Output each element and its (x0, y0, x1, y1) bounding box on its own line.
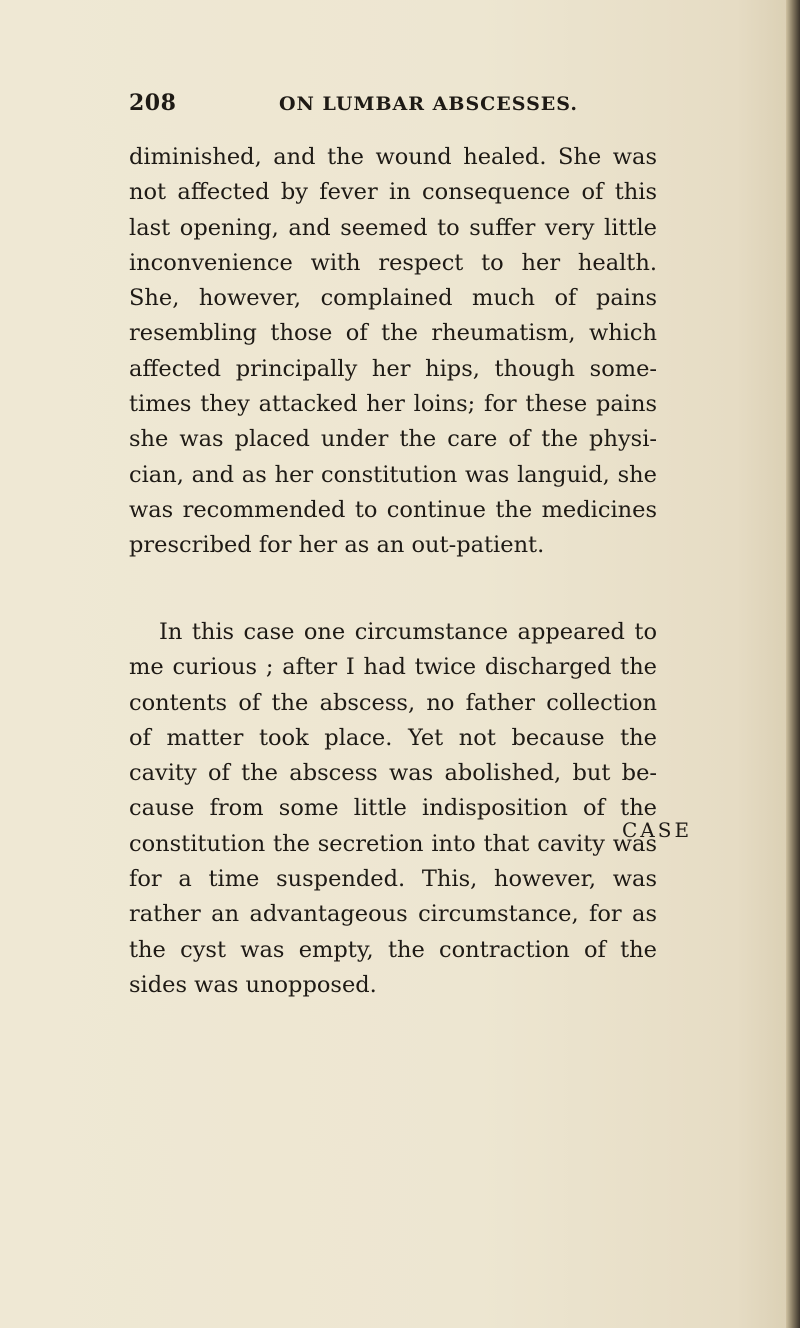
text-line: cause from some little indisposition of the (129, 795, 657, 822)
page-edge-shadow (786, 0, 800, 1328)
text-line: for a time suspended. This, however, was (129, 866, 657, 893)
text-line: was recommended to continue the medicines (129, 496, 657, 523)
text-line: sides was unopposed. (129, 971, 377, 998)
text-line: cian, and as her constitution was languid, she (129, 461, 657, 488)
text-line: prescribed for her as an out-patient. (129, 532, 545, 559)
text-line: me curious ; after I had twice discharged the (129, 654, 657, 681)
text-line: she was placed under the care of the physi- (129, 426, 657, 453)
text-line: cavity of the abscess was abolished, but be- (129, 760, 657, 787)
paragraph-1 (129, 140, 657, 564)
paragraph-2 (129, 615, 657, 1003)
text-line: of matter took place. Yet not because the (129, 724, 657, 751)
text-line: the cyst was empty, the contraction of the (129, 936, 657, 963)
running-head (129, 90, 609, 120)
text-line: last opening, and seemed to suffer very little (129, 214, 657, 241)
catchword: CASE (622, 818, 693, 842)
text-line: affected principally her hips, though some- (129, 355, 657, 382)
text-line: constitution the secretion into that cavity was (129, 830, 657, 857)
text-line: She, however, complained much of pains (129, 285, 657, 312)
page-number: 208 (129, 90, 177, 116)
text-line: diminished, and the wound healed. She was (129, 144, 657, 170)
text-line: contents of the abscess, no father collection (129, 689, 657, 716)
running-title: ON LUMBAR ABSCESSES. (279, 93, 578, 115)
text-line: rather an advantageous circumstance, for as (129, 901, 657, 928)
text-line: In this case one circumstance appeared to (159, 619, 657, 645)
text-line: resembling those of the rheumatism, which (129, 320, 657, 347)
text-line: not affected by fever in consequence of this (129, 179, 657, 206)
text-line: inconvenience with respect to her health. (129, 249, 657, 276)
text-line: times they attacked her loins; for these pains (129, 391, 657, 418)
